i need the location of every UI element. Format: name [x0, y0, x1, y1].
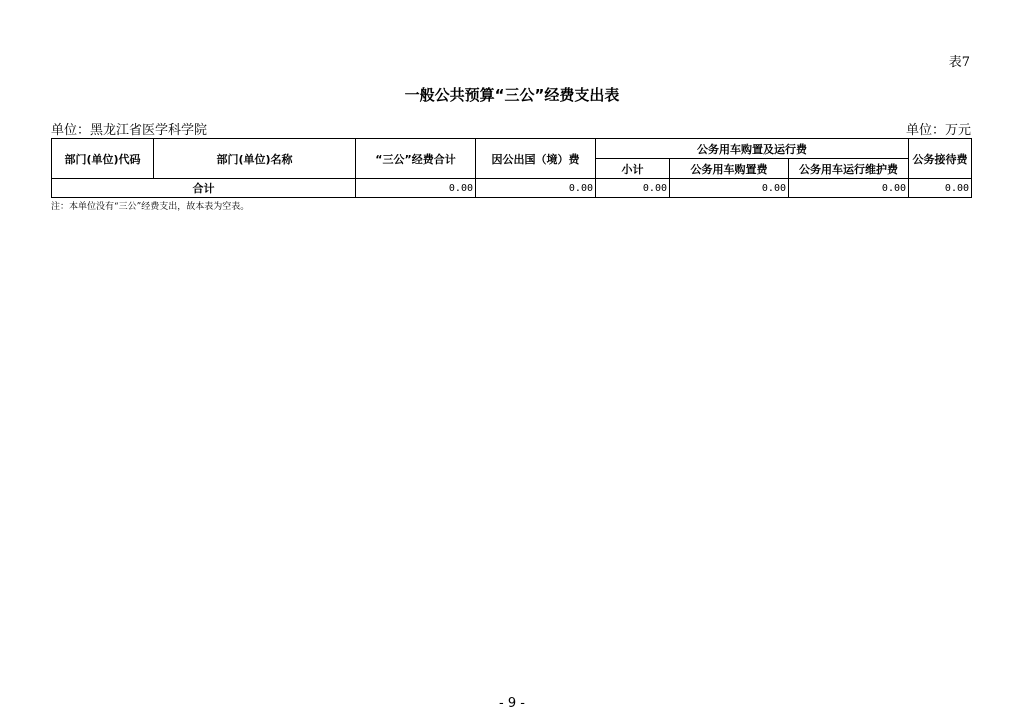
- budget-table: [51, 138, 972, 198]
- cell-abroad: 0.00: [476, 179, 596, 198]
- table-note: 注：本单位没有“三公”经费支出，故本表为空表。: [51, 202, 250, 212]
- page-title: 一般公共预算“三公”经费支出表: [404, 86, 620, 104]
- table-row-total: [52, 179, 972, 198]
- header-dept-name: 部门(单位)名称: [154, 139, 356, 179]
- cell-total: 0.00: [356, 179, 476, 198]
- unit-organization: 单位：黑龙江省医学科学院: [51, 123, 208, 138]
- header-abroad: 因公出国（境）费: [476, 139, 596, 179]
- header-total: “三公”经费合计: [356, 139, 476, 179]
- unit-currency: 单位：万元: [905, 123, 971, 138]
- header-subtotal: 小计: [596, 159, 670, 179]
- header-dept-code: 部门(单位)代码: [52, 139, 154, 179]
- total-label: 合计: [52, 179, 356, 198]
- cell-reception: 0.00: [909, 179, 972, 198]
- cell-subtotal: 0.00: [596, 179, 670, 198]
- page-number: - 9 -: [499, 696, 525, 711]
- cell-vehicle-purchase: 0.00: [670, 179, 789, 198]
- table-number: 表7: [948, 55, 970, 70]
- cell-vehicle-maintenance: 0.00: [789, 179, 909, 198]
- header-vehicle-purchase: 公务用车购置费: [670, 159, 789, 179]
- header-reception: 公务接待费: [909, 139, 972, 179]
- header-vehicle-maintenance: 公务用车运行维护费: [789, 159, 909, 179]
- header-row-1: [52, 139, 972, 159]
- header-vehicle-group: 公务用车购置及运行费: [596, 139, 909, 159]
